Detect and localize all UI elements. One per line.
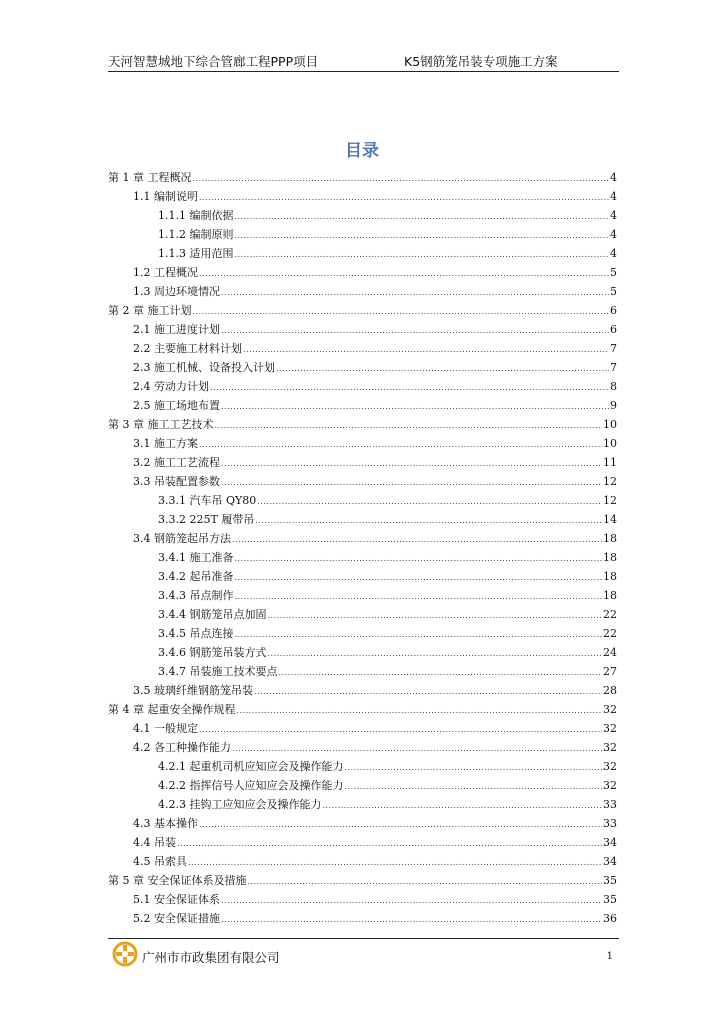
toc-entry[interactable]: [108, 681, 617, 700]
toc-entry-page: 35: [603, 874, 617, 887]
toc-entry-page: 18: [603, 589, 617, 602]
toc-entry-page: 27: [603, 665, 617, 678]
toc-entry-page: 33: [603, 798, 617, 811]
toc-entry-page: 34: [603, 836, 617, 849]
toc-dot-leader: [235, 587, 603, 606]
toc-entry[interactable]: [108, 719, 617, 738]
toc-entry-label: 3.4.4 钢筋笼吊点加固: [158, 608, 267, 621]
toc-entry-page: 14: [603, 513, 617, 526]
toc-entry-page: 22: [603, 627, 617, 640]
toc-entry-page: 12: [603, 475, 617, 488]
toc-entry-page: 32: [603, 760, 617, 773]
toc-entry-label: 第 5 章 安全保证体系及措施: [108, 874, 247, 887]
toc-entry[interactable]: [108, 510, 617, 529]
toc-entry-label: 3.4.7 吊装施工技术要点: [158, 665, 278, 678]
toc-entry[interactable]: [108, 282, 617, 301]
toc-entry-label: 3.3.2 225T 履带吊: [158, 513, 255, 526]
toc-entry-page: 12: [603, 494, 617, 507]
toc-entry[interactable]: [108, 871, 617, 890]
toc-entry-label: 2.5 施工场地布置: [133, 399, 220, 412]
toc-entry[interactable]: [108, 700, 617, 719]
toc-dot-leader: [199, 720, 602, 739]
toc-entry-label: 2.1 施工进度计划: [133, 323, 220, 336]
toc-dot-leader: [235, 549, 603, 568]
toc-entry[interactable]: [108, 187, 617, 206]
toc-entry[interactable]: [108, 852, 617, 871]
toc-entry-label: 3.4.6 钢筋笼吊装方式: [158, 646, 267, 659]
toc-entry[interactable]: [108, 358, 617, 377]
toc-dot-leader: [235, 625, 603, 644]
toc-entry-page: 32: [603, 741, 617, 754]
toc-dot-leader: [268, 644, 603, 663]
toc-dot-leader: [221, 321, 609, 340]
toc-dot-leader: [254, 682, 602, 701]
toc-entry-label: 1.2 工程概况: [133, 266, 198, 279]
toc-title: 目录: [345, 141, 379, 161]
toc-entry-label: 3.4.1 施工准备: [158, 551, 234, 564]
toc-entry-page: 9: [610, 399, 617, 412]
toc-entry[interactable]: [108, 415, 617, 434]
toc-dot-leader: [199, 188, 609, 207]
toc-entry-page: 32: [603, 779, 617, 792]
toc-entry-label: 第 3 章 施工工艺技术: [108, 418, 214, 431]
toc-entry-label: 4.4 吊装: [133, 836, 176, 849]
toc-entry-page: 11: [603, 456, 617, 469]
toc-entry-page: 7: [610, 342, 617, 355]
toc-entry[interactable]: [108, 833, 617, 852]
toc-dot-leader: [221, 397, 609, 416]
toc-entry[interactable]: [108, 472, 617, 491]
toc-dot-leader: [215, 416, 603, 435]
toc-entry-label: 4.5 吊索具: [133, 855, 187, 868]
toc-entry-page: 32: [603, 703, 617, 716]
toc-dot-leader: [235, 207, 610, 226]
toc-entry[interactable]: [108, 301, 617, 320]
toc-entry-label: 1.1 编制说明: [133, 190, 198, 203]
toc-dot-leader: [276, 359, 609, 378]
toc-dot-leader: [235, 226, 610, 245]
toc-dot-leader: [221, 891, 602, 910]
toc-entry-label: 3.1 施工方案: [133, 437, 198, 450]
toc-dot-leader: [344, 758, 602, 777]
toc-entry[interactable]: [108, 738, 617, 757]
toc-dot-leader: [210, 378, 609, 397]
toc-dot-leader: [221, 473, 602, 492]
toc-entry-page: 33: [603, 817, 617, 830]
toc-entry[interactable]: [108, 529, 617, 548]
toc-entry-page: 6: [610, 323, 617, 336]
header-project-title: 天河智慧城地下综合管廊工程PPP项目: [108, 54, 319, 69]
toc-entry-page: 4: [610, 190, 617, 203]
toc-dot-leader: [221, 283, 609, 302]
toc-entry-page: 24: [603, 646, 617, 659]
toc-entry[interactable]: [108, 776, 617, 795]
toc-entry-page: 18: [603, 532, 617, 545]
toc-entry[interactable]: [108, 168, 617, 187]
footer-company-name: 广州市市政集团有限公司: [142, 950, 280, 965]
toc-entry-label: 3.4.3 吊点制作: [158, 589, 234, 602]
toc-entry-label: 4.2.1 起重机司机应知应会及操作能力: [158, 760, 344, 773]
toc-entry-page: 34: [603, 855, 617, 868]
toc-entry-label: 3.3.1 汽车吊 QY80: [158, 494, 257, 507]
company-logo-icon: [112, 941, 138, 967]
toc-entry[interactable]: [108, 605, 617, 624]
toc-entry[interactable]: [108, 643, 617, 662]
toc-entry-page: 32: [603, 722, 617, 735]
toc-entry-page: 28: [603, 684, 617, 697]
table-of-contents: [108, 168, 617, 928]
toc-entry-page: 4: [610, 209, 617, 222]
toc-entry-page: 5: [610, 285, 617, 298]
toc-entry-label: 4.2 各工种操作能力: [133, 741, 231, 754]
toc-entry-page: 10: [603, 437, 617, 450]
toc-dot-leader: [255, 511, 602, 530]
toc-dot-leader: [248, 872, 603, 891]
toc-entry-label: 1.1.3 适用范围: [158, 247, 234, 260]
toc-entry[interactable]: [108, 491, 617, 510]
toc-entry-label: 第 2 章 施工计划: [108, 304, 192, 317]
toc-entry-label: 1.1.2 编制原则: [158, 228, 234, 241]
toc-dot-leader: [199, 264, 609, 283]
toc-entry[interactable]: [108, 206, 617, 225]
toc-dot-leader: [323, 796, 603, 815]
toc-dot-leader: [199, 435, 602, 454]
toc-dot-leader: [243, 340, 609, 359]
toc-entry-label: 4.2.2 指挥信号人应知应会及操作能力: [158, 779, 344, 792]
page-footer: [108, 938, 619, 973]
toc-dot-leader: [177, 834, 602, 853]
footer-page-number: 1: [606, 951, 613, 962]
toc-dot-leader: [188, 853, 602, 872]
toc-dot-leader: [237, 701, 603, 720]
toc-entry-label: 3.3 吊装配置参数: [133, 475, 220, 488]
toc-entry[interactable]: [108, 662, 617, 681]
toc-dot-leader: [221, 910, 602, 929]
toc-entry-page: 10: [603, 418, 617, 431]
toc-dot-leader: [235, 245, 610, 264]
toc-dot-leader: [257, 492, 602, 511]
toc-entry-label: 第 4 章 起重安全操作规程: [108, 703, 236, 716]
toc-entry[interactable]: [108, 377, 617, 396]
toc-entry[interactable]: [108, 453, 617, 472]
toc-entry[interactable]: [108, 567, 617, 586]
toc-entry-label: 2.4 劳动力计划: [133, 380, 209, 393]
toc-entry[interactable]: [108, 225, 617, 244]
toc-dot-leader: [232, 530, 602, 549]
toc-entry-label: 4.3 基本操作: [133, 817, 198, 830]
toc-entry-page: 4: [610, 247, 617, 260]
toc-entry-page: 22: [603, 608, 617, 621]
toc-entry-label: 第 1 章 工程概况: [108, 171, 192, 184]
toc-entry[interactable]: [108, 624, 617, 643]
toc-entry-label: 1.1.1 编制依据: [158, 209, 234, 222]
toc-entry[interactable]: [108, 244, 617, 263]
page-header: [108, 49, 619, 72]
header-document-title: K5钢筋笼吊装专项施工方案: [404, 54, 558, 69]
toc-dot-leader: [268, 606, 603, 625]
toc-entry[interactable]: [108, 814, 617, 833]
toc-entry-label: 5.2 安全保证措施: [133, 912, 220, 925]
toc-entry-page: 18: [603, 570, 617, 583]
toc-entry[interactable]: [108, 548, 617, 567]
toc-entry[interactable]: [108, 339, 617, 358]
toc-entry[interactable]: [108, 396, 617, 415]
toc-entry[interactable]: [108, 320, 617, 339]
toc-entry[interactable]: [108, 586, 617, 605]
toc-entry-label: 3.2 施工工艺流程: [133, 456, 220, 469]
toc-entry-page: 8: [610, 380, 617, 393]
toc-entry-label: 3.4 钢筋笼起吊方法: [133, 532, 231, 545]
toc-entry-label: 3.4.5 吊点连接: [158, 627, 234, 640]
toc-entry-label: 1.3 周边环境情况: [133, 285, 220, 298]
toc-entry[interactable]: [108, 757, 617, 776]
toc-dot-leader: [193, 302, 610, 321]
toc-entry-page: 6: [610, 304, 617, 317]
toc-entry[interactable]: [108, 263, 617, 282]
toc-entry[interactable]: [108, 795, 617, 814]
toc-entry[interactable]: [108, 890, 617, 909]
toc-entry-page: 5: [610, 266, 617, 279]
toc-dot-leader: [199, 815, 602, 834]
toc-entry-page: 7: [610, 361, 617, 374]
toc-dot-leader: [279, 663, 603, 682]
toc-dot-leader: [193, 169, 610, 188]
toc-dot-leader: [232, 739, 602, 758]
toc-entry-label: 4.1 一般规定: [133, 722, 198, 735]
toc-entry-label: 5.1 安全保证体系: [133, 893, 220, 906]
toc-entry-page: 18: [603, 551, 617, 564]
toc-entry-page: 4: [610, 228, 617, 241]
toc-dot-leader: [235, 568, 603, 587]
toc-dot-leader: [344, 777, 602, 796]
toc-entry-label: 2.2 主要施工材料计划: [133, 342, 242, 355]
toc-entry[interactable]: [108, 909, 617, 928]
toc-entry-page: 36: [603, 912, 617, 925]
toc-entry-label: 3.4.2 起吊准备: [158, 570, 234, 583]
toc-entry[interactable]: [108, 434, 617, 453]
toc-dot-leader: [221, 454, 602, 473]
toc-entry-page: 35: [603, 893, 617, 906]
toc-entry-label: 2.3 施工机械、设备投入计划: [133, 361, 275, 374]
toc-entry-label: 4.2.3 挂钩工应知应会及操作能力: [158, 798, 322, 811]
toc-entry-label: 3.5 玻璃纤维钢筋笼吊装: [133, 684, 253, 697]
toc-entry-page: 4: [610, 171, 617, 184]
